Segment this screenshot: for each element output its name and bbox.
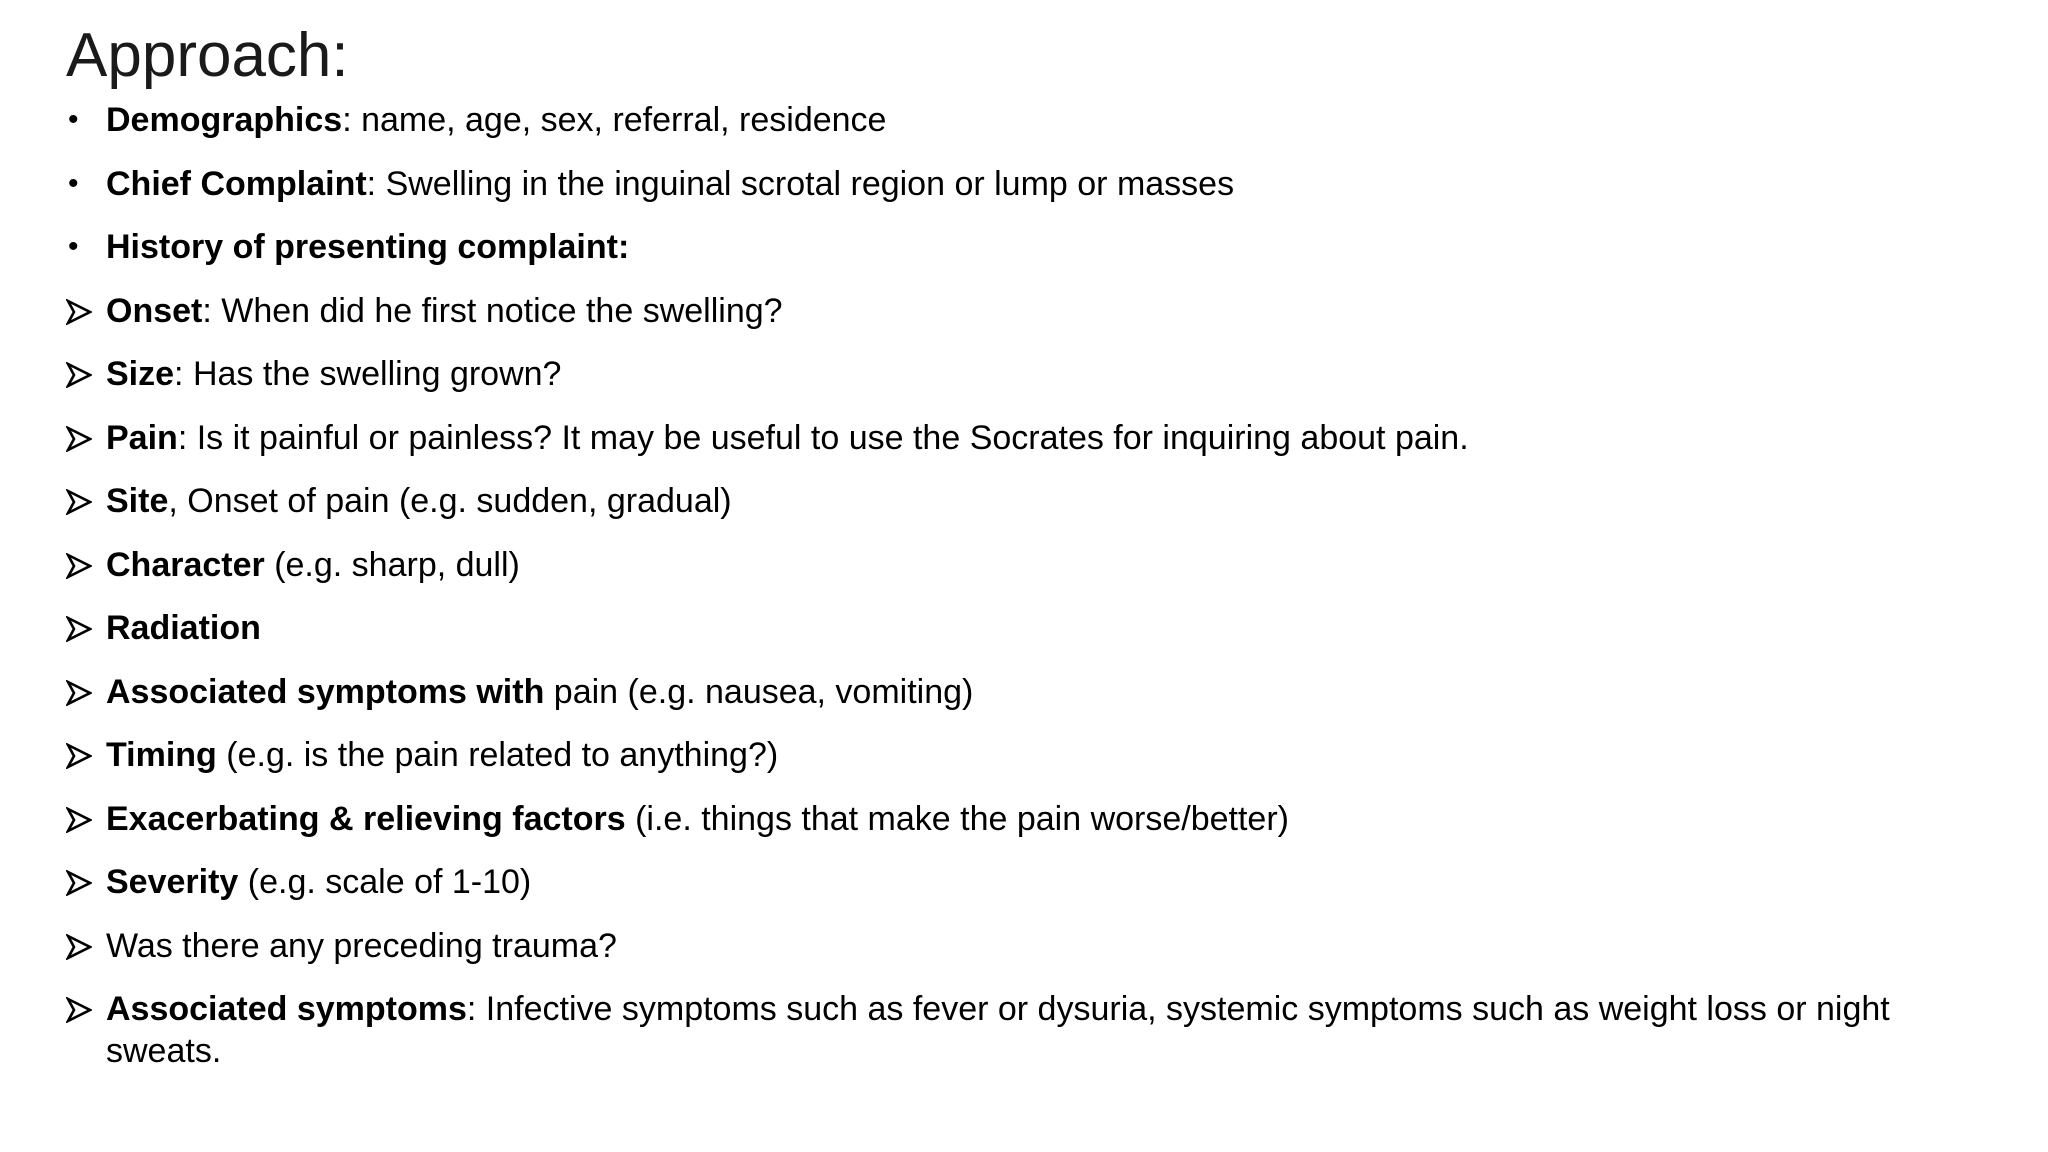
- list-item: [66, 861, 1966, 903]
- list-item: [66, 607, 1966, 649]
- item-text: : Is it painful or painless? It may be useful to use the Socrates for inquiring about pain.: [177, 418, 1469, 457]
- item-term: Site: [106, 482, 169, 520]
- list-item: [66, 798, 1966, 840]
- arrow-bullet-icon: [66, 734, 100, 769]
- list-item: [66, 290, 1966, 332]
- item-text: (e.g. scale of 1-10): [238, 863, 532, 901]
- arrow-bullet-icon: [66, 798, 100, 833]
- arrow-bullet-icon: [66, 480, 100, 515]
- list-item: [66, 163, 1966, 205]
- slide-title: Approach:: [66, 21, 349, 90]
- list-item: [66, 925, 1966, 967]
- arrow-bullet-icon: [66, 417, 100, 452]
- arrow-bullet-icon: [66, 861, 100, 896]
- list-item: [66, 544, 1966, 586]
- arrow-bullet-icon: [66, 607, 100, 642]
- item-term: Character: [106, 545, 265, 584]
- item-term: Demographics: [106, 101, 343, 139]
- item-term: Timing: [106, 736, 217, 774]
- item-text: : Infective symptoms such as fever or dysuria, systemic symptoms such as weight loss or night sweats.: [106, 990, 1890, 1070]
- list-item: [66, 353, 1966, 395]
- item-text: , Onset of pain (e.g. sudden, gradual): [168, 482, 732, 520]
- item-text: (e.g. sharp, dull): [264, 545, 520, 584]
- item-term: History of presenting complaint:: [106, 228, 630, 266]
- list-item: [66, 988, 1966, 1072]
- arrow-bullet-icon: [66, 353, 100, 388]
- item-term: Associated symptoms: [106, 990, 467, 1028]
- arrow-bullet-icon: [66, 544, 100, 579]
- bullet-list: [66, 99, 1966, 1094]
- item-text: : Swelling in the inguinal scrotal region or lump or masses: [366, 164, 1235, 203]
- item-term: Associated symptoms with: [106, 672, 545, 711]
- list-item: [66, 480, 1966, 522]
- item-term: Exacerbating & relieving factors: [106, 799, 626, 838]
- list-item: [66, 671, 1966, 713]
- item-term: Severity: [106, 863, 239, 901]
- bullet-dot-icon: •: [68, 230, 79, 263]
- item-text: : name, age, sex, referral, residence: [342, 101, 887, 139]
- bullet-dot-icon: •: [68, 166, 79, 200]
- bullet-dot-icon: •: [68, 103, 79, 136]
- item-term: Onset: [106, 291, 203, 330]
- item-text: pain (e.g. nausea, vomiting): [544, 672, 974, 711]
- item-term: Pain: [106, 418, 178, 457]
- list-item: [66, 417, 1966, 459]
- list-item: [66, 734, 1966, 776]
- item-term: Size: [106, 355, 175, 393]
- arrow-bullet-icon: [66, 671, 100, 706]
- item-term: Chief Complaint: [106, 164, 367, 203]
- list-item: [66, 99, 1966, 141]
- item-text: (e.g. is the pain related to anything?): [216, 736, 779, 774]
- item-text: : When did he first notice the swelling?: [202, 291, 783, 330]
- item-term: Radiation: [106, 609, 261, 647]
- arrow-bullet-icon: [66, 290, 100, 325]
- arrow-bullet-icon: [66, 988, 100, 1023]
- item-text: Was there any preceding trauma?: [106, 926, 617, 965]
- list-item: [66, 226, 1966, 268]
- item-text: (i.e. things that make the pain worse/better): [625, 799, 1289, 838]
- item-text: : Has the swelling grown?: [174, 355, 562, 393]
- arrow-bullet-icon: [66, 925, 100, 960]
